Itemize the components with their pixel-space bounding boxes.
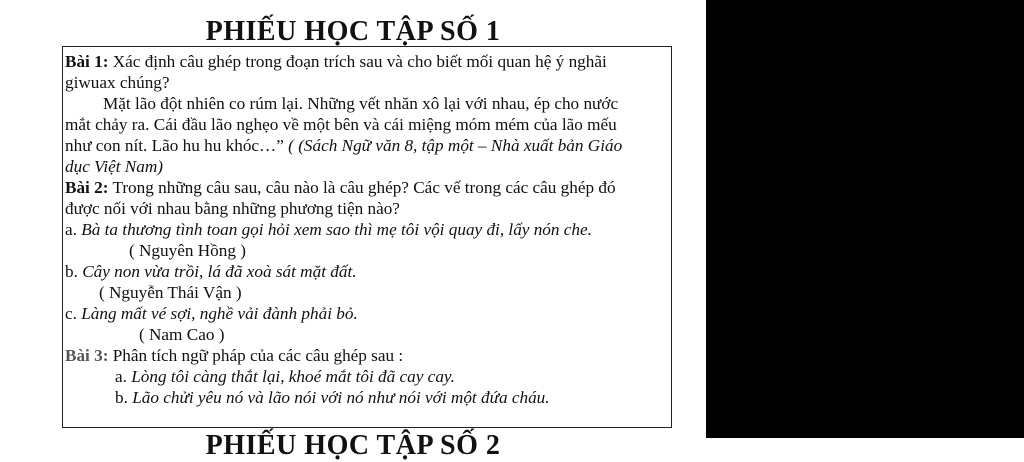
bai2-c-text: Làng mất vé sợi, nghề vải đành phải bỏ. <box>81 304 358 323</box>
bai1-label: Bài 1: <box>65 52 109 71</box>
bai2-item-c <box>65 303 671 324</box>
bai1-passage-line2: mắt chảy ra. Cái đầu lão nghẹo về một bên và cái miệng móm mém của lão mếu <box>65 115 617 134</box>
bai2-question-text: Trong những câu sau, câu nào là câu ghép? Các vế trong các câu ghép đó <box>108 178 616 197</box>
bai2-a-text: Bà ta thương tình toan gọi hỏi xem sao thì mẹ tôi vội quay đi, lấy nón che. <box>81 220 592 239</box>
bai1-source: ( (Sách Ngữ văn 8, tập một – Nhà xuất bản Giáo <box>288 136 623 155</box>
bai2-a-author: ( Nguyên Hồng ) <box>129 241 246 260</box>
bai2-label: Bài 2: <box>65 178 109 197</box>
bai3-b-text: Lão chửi yêu nó và lão nói với nó như nói với một đứa cháu. <box>132 388 550 407</box>
bai1-passage-line3 <box>65 135 671 156</box>
bai3-question-text: Phân tích ngữ pháp của các câu ghép sau : <box>108 346 404 365</box>
bai1-question-line1 <box>65 51 671 72</box>
bai2-a-prefix: a. <box>65 220 82 239</box>
black-side-panel <box>706 0 1024 438</box>
worksheet-title: PHIẾU HỌC TẬP SỐ 1 <box>205 16 501 47</box>
bai3-b-prefix: b. <box>115 388 133 407</box>
bai2-item-a <box>65 219 671 240</box>
bai1-passage-end: như con nít. Lão hu hu khóc…” <box>65 136 289 155</box>
exercise-box <box>62 46 672 428</box>
bai2-c-prefix: c. <box>65 304 82 323</box>
bai2-c-author: ( Nam Cao ) <box>139 325 225 344</box>
bai2-b-author: ( Nguyễn Thái Vận ) <box>99 283 242 302</box>
bai3-item-a <box>65 366 671 387</box>
bai1-question-text: Xác định câu ghép trong đoạn trích sau và cho biết mối quan hệ ý nghãi <box>108 52 607 71</box>
bai1-passage-line1: Mặt lão đột nhiên co rúm lại. Những vết nhăn xô lại với nhau, ép cho nước <box>103 94 619 113</box>
bai3-label: Bài 3: <box>65 346 109 365</box>
bai3-a-text: Lòng tôi càng thắt lại, khoé mắt tôi đã cay cay. <box>131 367 455 386</box>
bai1-source-line4: dục Việt Nam) <box>65 157 164 176</box>
bai3-a-prefix: a. <box>115 367 132 386</box>
bai2-question-line2: được nối với nhau bằng những phương tiện nào? <box>65 199 400 218</box>
bai1-question-line2: giwuax chúng? <box>65 73 170 92</box>
bai3-item-b <box>65 387 671 408</box>
bai2-b-prefix: b. <box>65 262 83 281</box>
bai2-question-line1 <box>65 177 671 198</box>
next-worksheet-title: PHIẾU HỌC TẬP SỐ 2 <box>205 430 501 461</box>
bai2-item-b <box>65 261 671 282</box>
bai3-question <box>65 345 671 366</box>
bai2-b-text: Cây non vừa trồi, lá đã xoà sát mặt đất. <box>82 262 357 281</box>
